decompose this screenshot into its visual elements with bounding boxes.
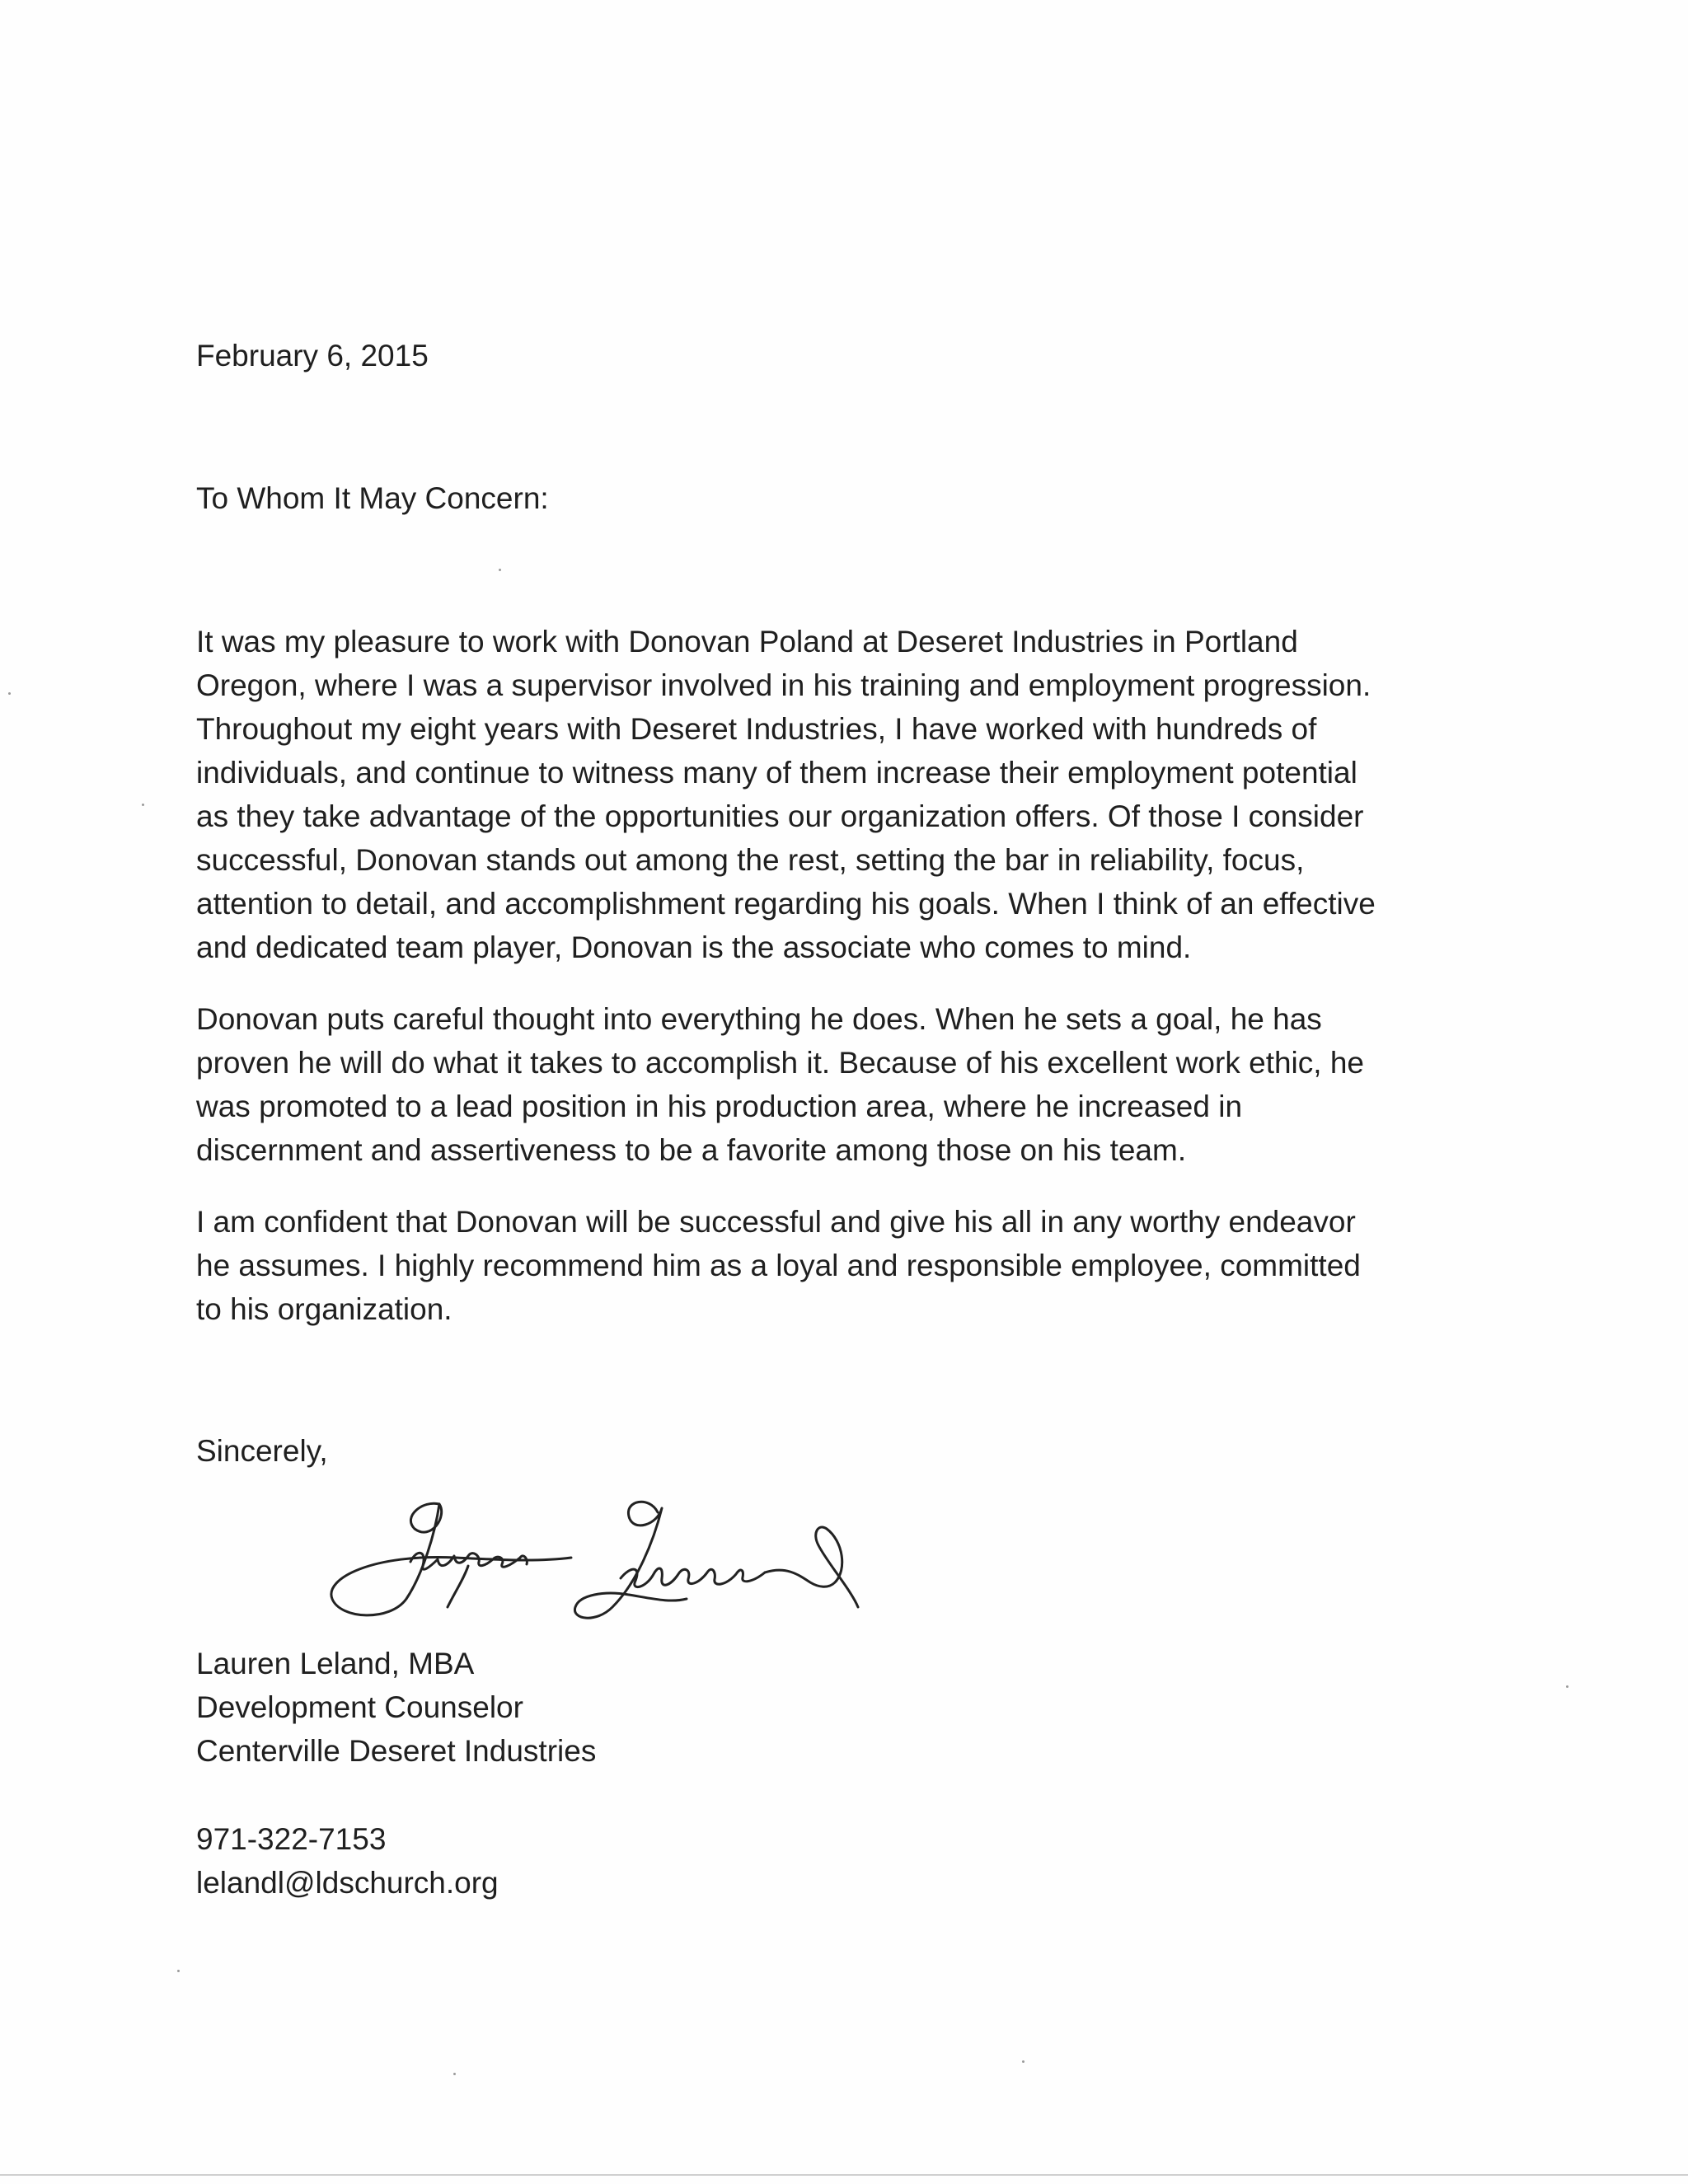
paragraph-line: individuals, and continue to witness many of them increase their employment potential (196, 756, 1357, 790)
paragraph-line: was promoted to a lead position in his production area, where he increased in (196, 1090, 1243, 1123)
contact-phone: 971-322-7153 (196, 1822, 387, 1856)
paragraph-line: I am confident that Donovan will be successful and give his all in any worthy endeavor (196, 1205, 1356, 1239)
scan-speck (8, 692, 11, 695)
paragraph-line: he assumes. I highly recommend him as a loyal and responsible employee, committed (196, 1249, 1361, 1282)
scan-speck (499, 569, 501, 571)
letter-date: February 6, 2015 (196, 339, 429, 373)
paragraph-line: to his organization. (196, 1292, 452, 1326)
scan-speck (142, 804, 144, 806)
paragraph-line: Donovan puts careful thought into everything he does. When he sets a goal, he has (196, 1002, 1322, 1036)
paragraph-line: discernment and assertiveness to be a favorite among those on his team. (196, 1133, 1187, 1167)
paragraph-line: and dedicated team player, Donovan is the associate who comes to mind. (196, 930, 1192, 964)
signer-title: Development Counselor (196, 1690, 523, 1724)
paragraph-line: successful, Donovan stands out among the rest, setting the bar in reliability, focus, (196, 843, 1305, 877)
scan-speck (177, 1970, 180, 1972)
scan-edge-line (0, 2174, 1688, 2176)
signer-organization: Centerville Deseret Industries (196, 1734, 597, 1768)
scan-speck (453, 2073, 456, 2075)
paragraph-line: proven he will do what it takes to accomplish it. Because of his excellent work ethic, he (196, 1046, 1364, 1080)
paragraph-line: attention to detail, and accomplishment regarding his goals. When I think of an effective (196, 887, 1376, 921)
scan-speck (1022, 2060, 1025, 2063)
paragraph-line: Throughout my eight years with Deseret Industries, I have worked with hundreds of (196, 712, 1317, 746)
contact-email[interactable]: lelandl@ldschurch.org (196, 1866, 499, 1900)
scan-speck (1566, 1685, 1568, 1688)
salutation: To Whom It May Concern: (196, 481, 549, 515)
paragraph-line: as they take advantage of the opportunities our organization offers. Of those I consider (196, 799, 1364, 833)
paragraph-line: Oregon, where I was a supervisor involved in his training and employment progression. (196, 668, 1372, 702)
paragraph-line: It was my pleasure to work with Donovan Poland at Deseret Industries in Portland (196, 625, 1298, 658)
signer-name: Lauren Leland, MBA (196, 1647, 475, 1680)
handwritten-signature (324, 1483, 860, 1628)
closing: Sincerely, (196, 1434, 328, 1468)
